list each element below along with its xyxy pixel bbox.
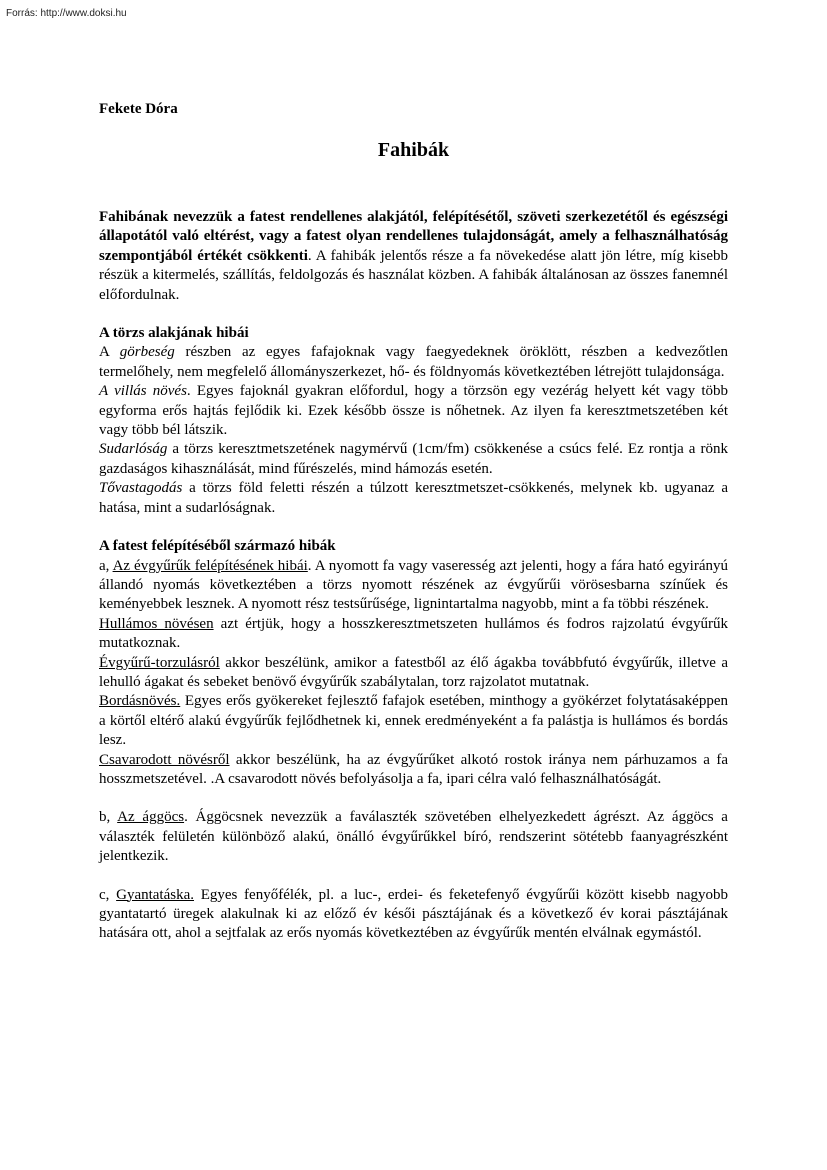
intro-definition: Fahibának nevezzük a fatest rendellenes alakjától, felépítésétől, szöveti szerkezetétől és egészségi állapotától való eltérést, vagy a fatest olyan rendellenes tulajdonságát, amely a felhasználhatóság szempontjából értékét csökkenti [99,209,728,264]
paragraph-bordasnoves [99,692,728,750]
author: Fekete Dóra [99,101,178,117]
text: a törzs föld feletti részén a túlzott keresztmetszet-csökkenés, melynek kb. ugyanaz a hatása, mint a sudarlóságnak. [99,480,728,516]
section-heading: A törzs alakjának hibái [99,325,249,342]
intro-text: . A fahibák jelentős része a fa növekedése alatt jön létre, míg kisebb részük a kitermelés, szállítás, feldolgozás és használat közben. A fahibák általánosan az összes fanemnél előfordulnak. [99,247,728,303]
paragraph-tovastagodas [99,479,728,518]
term: Gyantatáska. [116,886,194,903]
document-page [99,100,728,944]
intro-paragraph [99,208,728,305]
term: Hullámos növésen [99,615,214,632]
term: Csavarodott növésről [99,751,230,768]
text: akkor beszélünk, amikor a fatestből az élő ágakba továbbfutó évgyűrűk, illetve a lehulló ágakat és sebeket benövő évgyűrűk szabálytalan, torz rajzolatot mutatnak. [99,654,728,690]
text: . Ággöcsnek nevezzük a faválaszték szövetében elhelyezkedett ágrészt. Az ággöcs a választék felületén különböző alakú, önálló évgyűrűkkel bíró, rendszerint sötétebb faanyagrészként jelentkezik. [99,809,728,865]
paragraph-gyantataska [99,886,728,944]
page-title: Fahibák [377,139,450,161]
text: c, [99,886,117,903]
text: A [99,344,120,361]
text: Egyes erős gyökereket fejlesztő fafajok esetében, minthogy a gyökérzet folytatásaképpen a körtől eltérő alakú évgyűrűk fejlődhetnek ki, ennek eredményeként a fa palástja is hullámos és bordás lesz. [99,693,728,749]
text: azt értjük, hogy a hosszkeresztmetszeten hullámos és fodros rajzolatú évgyűrűk mutatkoznak. [99,615,729,652]
paragraph-aggocs [99,808,728,866]
term: A villás növés [99,383,187,400]
term: Bordásnövés. [99,693,181,710]
text: Egyes fenyőfélék, pl. a luc-, erdei- és feketefenyő évgyűrűi között kisebb nagyobb gyantatartó üregek alakulnak ki az előző év késői pásztájának és a következő év korai pásztájának hatására ott, ahol a sejtfalak az erős nyomás következtében az évgyűrűk mentén elválnak egymástól. [99,886,728,942]
source-note: Forrás: http://www.doksi.hu [6,8,127,19]
section-heading: A fatest felépítéséből származó hibák [99,538,336,555]
term: Az ággöcs [117,809,185,826]
term: görbeség [119,344,175,361]
term: Sudarlóság [99,441,168,458]
paragraph-hullamos [99,615,728,654]
text: b, [99,809,118,826]
paragraph-torzulas [99,654,728,693]
text: részben az egyes fafajoknak vagy faegyedeknek öröklött, részben a kedvezőtlen termelőhely, nem megfelelő állományszerkezet, hő- és földnyomás következtében létrejött tulajdonsága. [99,344,728,380]
term: Az évgyűrűk felépítésének hibái [112,557,308,574]
paragraph-sudarlosag [99,440,728,479]
text: a, [99,557,113,574]
section-wood-structure [99,537,728,944]
paragraph-evgyuruk [99,557,728,615]
text: a törzs keresztmetszetének nagymérvű (1cm/fm) csökkenése a csúcs felé. Ez rontja a rönk gazdaságos kihasználását, mind fűrészelés, mind hámozás esetén. [99,441,728,477]
paragraph-gorbeseg [99,343,728,382]
section-trunk-shape [99,324,728,518]
term: Évgyűrű-torzulásról [99,654,220,671]
text: . A nyomott fa vagy vaseresség azt jelenti, hogy a fára ható egyirányú állandó nyomás következtében a törzs nyomott részének az évgyűrűi vörösesbarna színűek és keményebbek lesznek. A nyomott rész testsűrűsége, lignintartalma nagyobb, mint a fa többi részének. [99,557,728,613]
term: Tővastagodás [99,480,183,497]
paragraph-csavarodott [99,751,728,790]
paragraph-villas [99,382,728,440]
text: . Egyes fajoknál gyakran előfordul, hogy a törzsön egy vezérág helyett két vagy több egyforma erős hajtás fejlődik ki. Ezek később össze is nőhetnek. Az ilyen fa keresztmetszetében két vagy több bél látszik. [99,383,728,439]
text: akkor beszélünk, ha az évgyűrűket alkotó rostok iránya nem párhuzamos a fa hosszmetszetével. .A csavarodott növés befolyásolja a fa, ipari célra való felhasználhatóságát. [99,751,728,787]
